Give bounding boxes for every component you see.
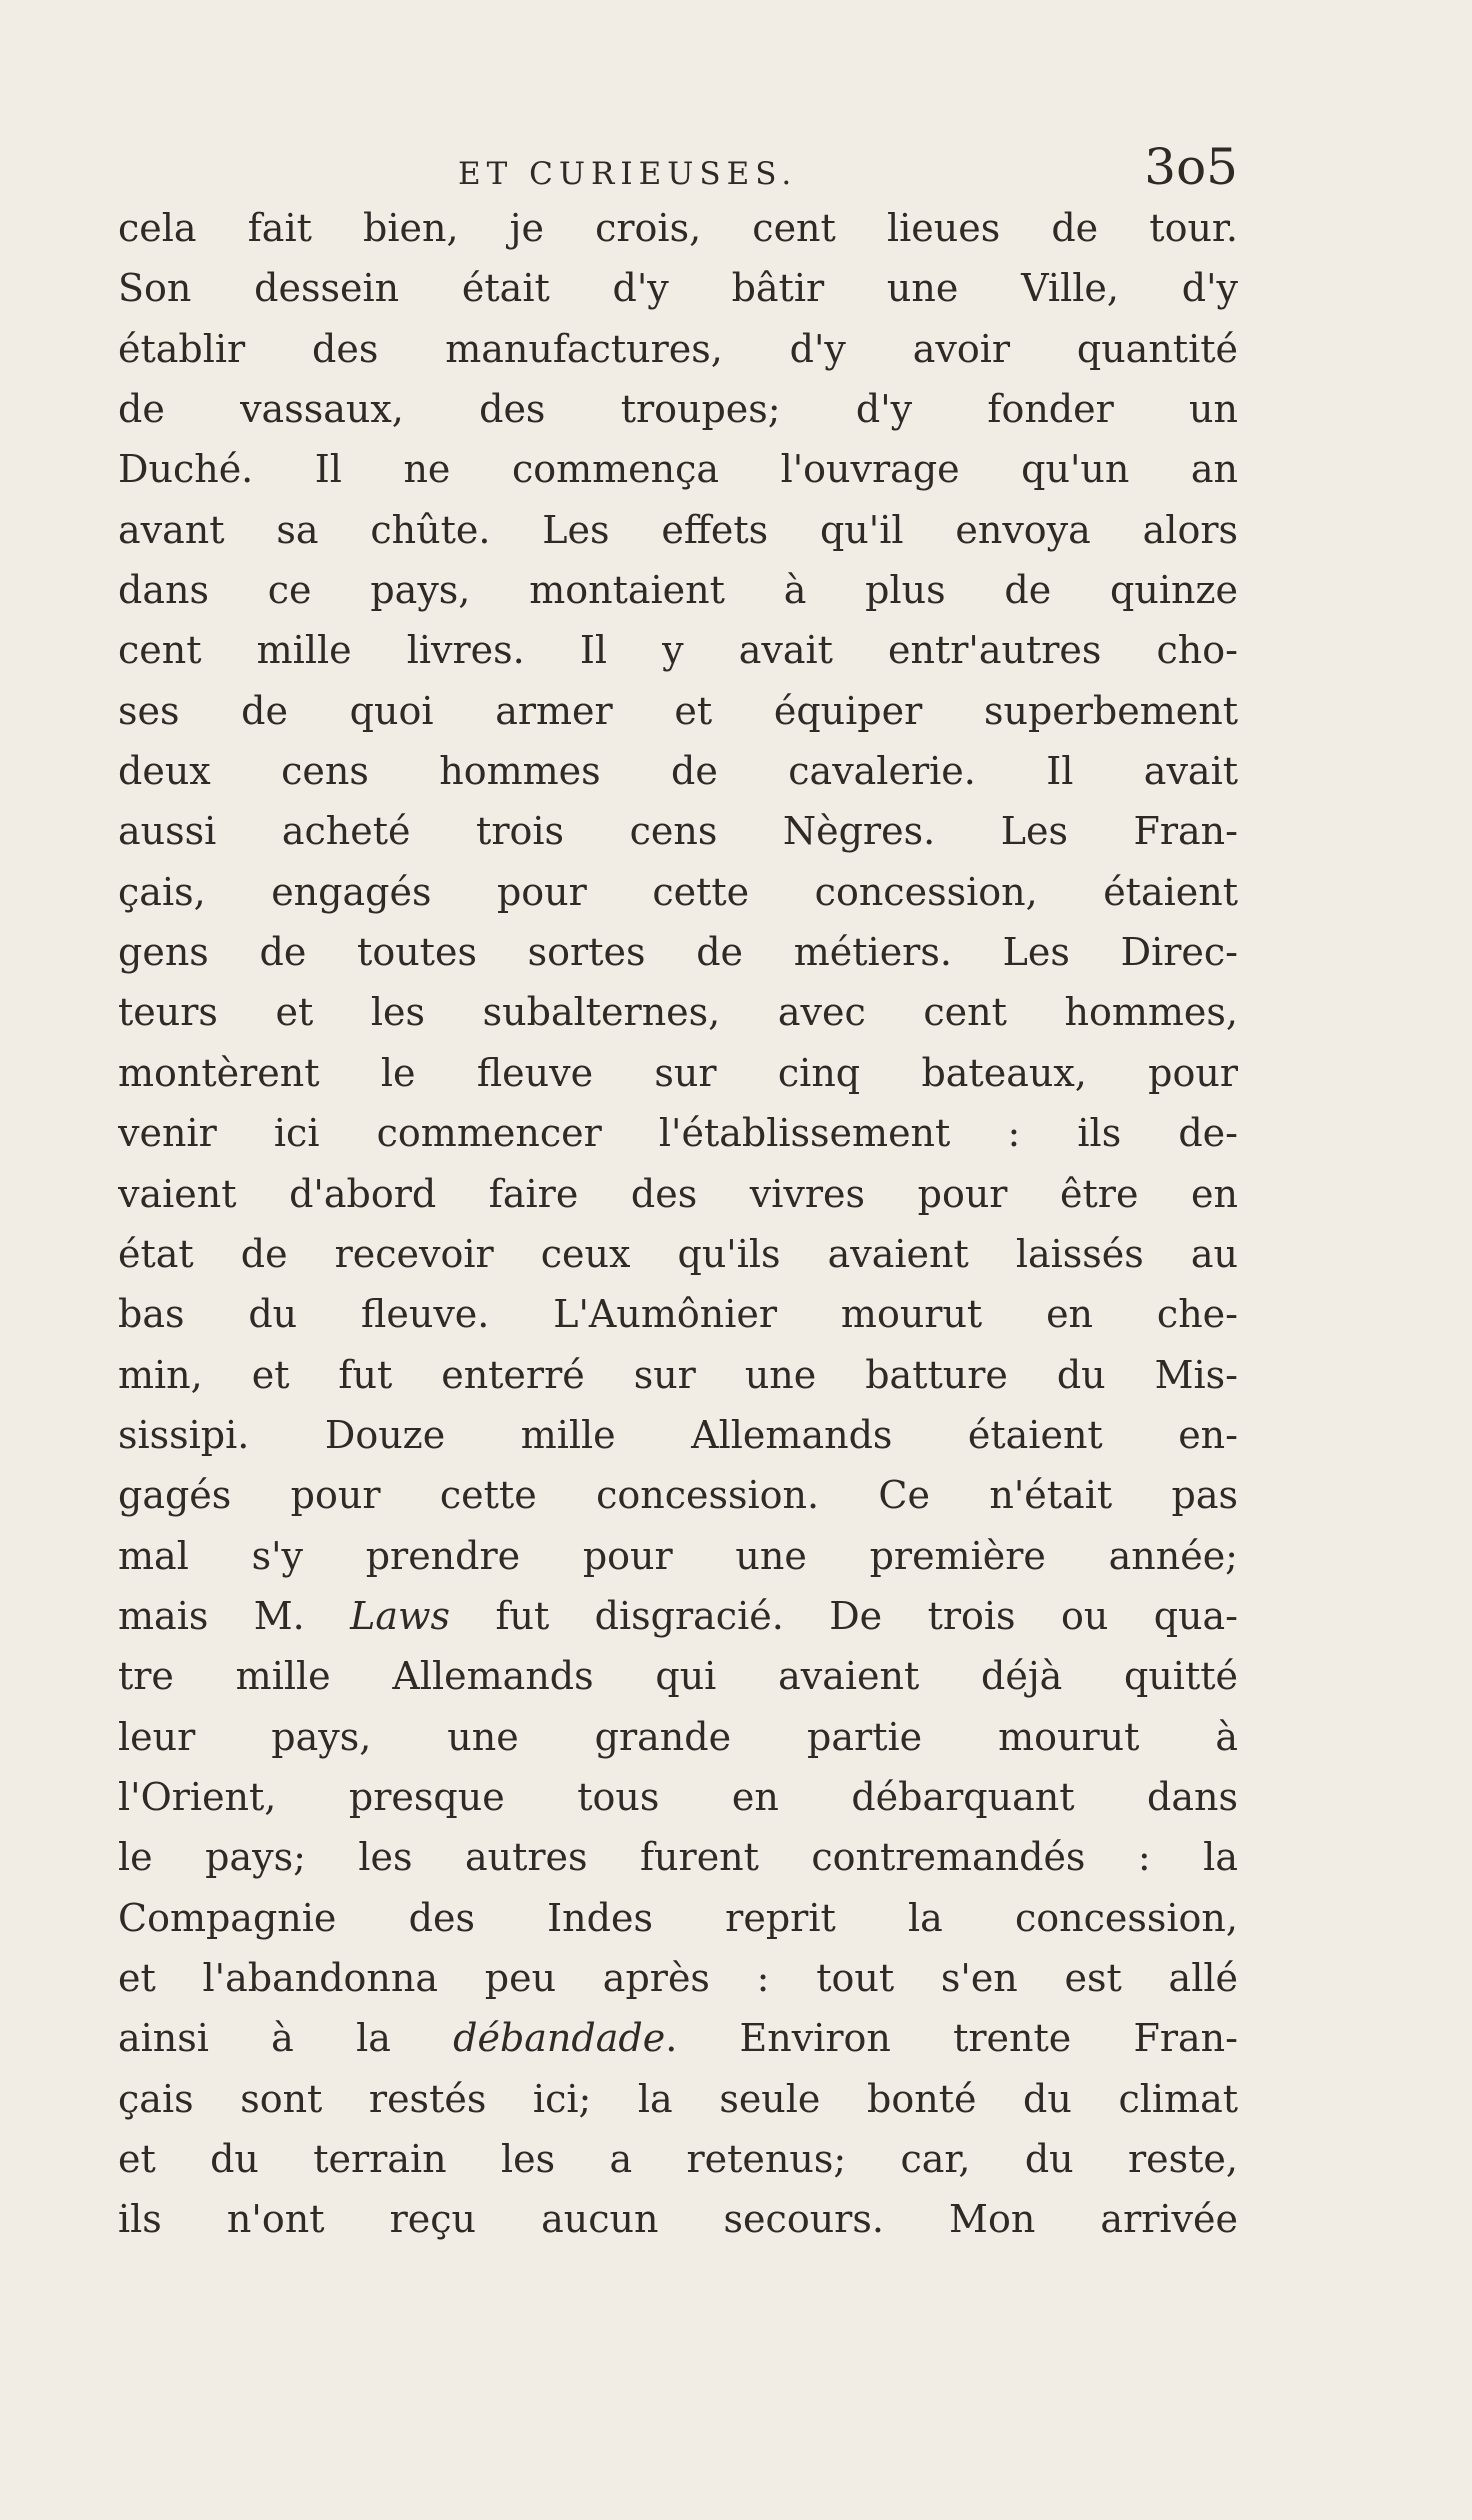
- italic-name: Laws: [350, 1593, 451, 1638]
- text-line: et du terrain les a retenus; car, du reste,: [118, 2137, 1238, 2181]
- page-number: 3o5: [1144, 138, 1238, 196]
- text-line-with-italic: [118, 1586, 1238, 1646]
- text-line: cent mille livres. Il y avait entr'autres cho-: [118, 628, 1238, 673]
- text-line: çais sont restés ici; la seule bonté du climat: [118, 2076, 1238, 2121]
- text-line: bas du fleuve. L'Aumônier mourut en che-: [118, 1292, 1238, 1337]
- text-line: sissipi. Douze mille Allemands étaient en-: [118, 1412, 1238, 1457]
- text-line: Duché. Il ne commença l'ouvrage qu'un an: [118, 447, 1238, 492]
- text-line: Compagnie des Indes reprit la concession,: [118, 1895, 1238, 1940]
- text-line: de vassaux, des troupes; d'y fonder un: [118, 387, 1238, 432]
- text-line: Son dessein était d'y bâtir une Ville, d'y: [118, 266, 1238, 311]
- text-segment: ainsi à la: [118, 2016, 454, 2061]
- text-segment: fut disgracié. De trois ou qua-: [450, 1593, 1238, 1638]
- text-line: dans ce pays, montaient à plus de quinze: [118, 568, 1238, 613]
- text-line: leur pays, une grande partie mourut à: [118, 1714, 1238, 1759]
- text-line: venir ici commencer l'établissement : ils de-: [118, 1111, 1238, 1156]
- text-line: aussi acheté trois cens Nègres. Les Fran-: [118, 809, 1238, 854]
- text-line: avant sa chûte. Les effets qu'il envoya alors: [118, 507, 1238, 552]
- body-text: [118, 198, 1238, 2250]
- text-line: gens de toutes sortes de métiers. Les Direc-: [118, 930, 1238, 975]
- italic-word: débandade: [453, 2016, 666, 2061]
- text-line: teurs et les subalternes, avec cent hommes,: [118, 990, 1238, 1035]
- text-line: gagés pour cette concession. Ce n'était pas: [118, 1473, 1238, 1518]
- text-line: ses de quoi armer et équiper superbement: [118, 688, 1238, 733]
- text-line: montèrent le fleuve sur cinq bateaux, pour: [118, 1050, 1238, 1095]
- text-line: tre mille Allemands qui avaient déjà quitté: [118, 1654, 1238, 1699]
- text-line: min, et fut enterré sur une batture du Mis-: [118, 1352, 1238, 1397]
- text-line: et l'abandonna peu après : tout s'en est allé: [118, 1955, 1238, 2000]
- text-line: çais, engagés pour cette concession, étaient: [118, 869, 1238, 914]
- text-segment: . Environ trente Fran-: [665, 2016, 1238, 2061]
- text-line: état de recevoir ceux qu'ils avaient laissés au: [118, 1231, 1238, 1276]
- text-line: cela fait bien, je crois, cent lieues de tour.: [118, 206, 1238, 250]
- text-line-with-italic: [118, 2008, 1238, 2068]
- text-line: deux cens hommes de cavalerie. Il avait: [118, 749, 1238, 794]
- text-line: le pays; les autres furent contremandés : la: [118, 1835, 1238, 1880]
- text-line: l'Orient, presque tous en débarquant dans: [118, 1774, 1238, 1819]
- running-title: ET CURIEUSES.: [458, 156, 798, 192]
- text-segment: mais M.: [118, 1593, 351, 1638]
- text-line: ils n'ont reçu aucun secours. Mon arrivée: [118, 2197, 1238, 2242]
- text-line: mal s'y prendre pour une première année;: [118, 1533, 1238, 1578]
- text-line: vaient d'abord faire des vivres pour être en: [118, 1171, 1238, 1216]
- page-header: [118, 138, 1238, 198]
- text-line: établir des manufactures, d'y avoir quantité: [118, 326, 1238, 371]
